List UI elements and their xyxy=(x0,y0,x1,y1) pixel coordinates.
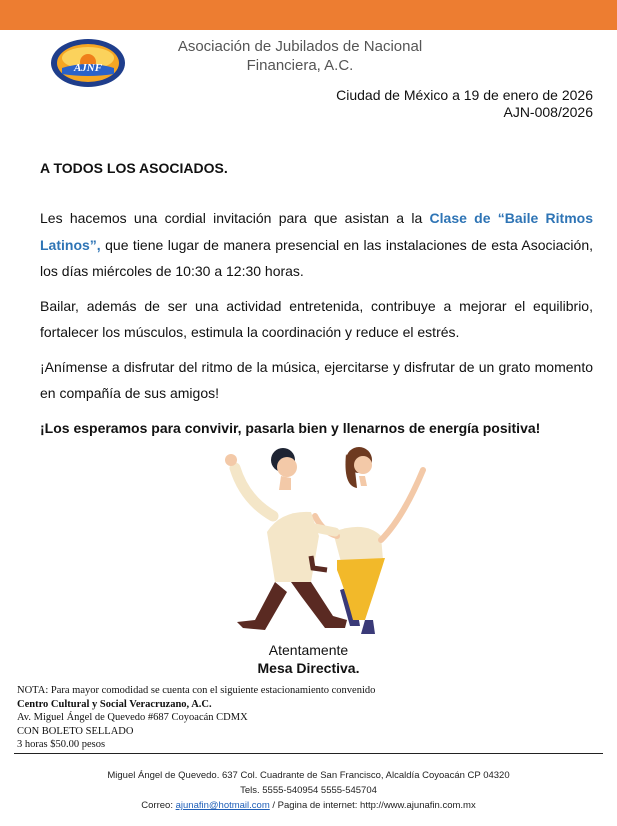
note-line-4: CON BOLETO SELLADO xyxy=(17,725,134,737)
date-line: Ciudad de México a 19 de enero de 2026 xyxy=(336,87,593,103)
note-line-3: Av. Miguel Ángel de Quevedo #687 Coyoacán CDMX xyxy=(17,712,248,723)
ajnf-logo xyxy=(50,38,126,88)
greeting: A TODOS LOS ASOCIADOS. xyxy=(40,160,228,176)
date-block xyxy=(336,87,593,121)
reference-number: AJN-008/2026 xyxy=(503,104,593,120)
paragraph-1 xyxy=(40,205,593,285)
class-name-highlight: Clase de “Baile Ritmos Latinos”, xyxy=(40,210,593,253)
org-line-2: Financiera, A.C. xyxy=(246,57,354,74)
paragraph-4: ¡Los esperamos para convivir, pasarla bien y llenarnos de energía positiva! xyxy=(40,419,541,436)
signature: Mesa Directiva. xyxy=(257,660,360,676)
email-link[interactable]: ajunafin@hotmail.com xyxy=(175,800,270,811)
paragraph-3: ¡Anímense a disfrutar del ritmo de la música, ejercitarse y disfrutar de un grato momento en compañía de sus amigos! xyxy=(40,358,593,401)
paragraph-1-b: que tiene lugar de manera presencial en las instalaciones de esta Asociación, los días miércoles de 10:30 a 12:30 horas. xyxy=(40,236,593,279)
logo-text: AJNF xyxy=(73,62,103,74)
footer-phones: Tels. 5555-540954 5555-545704 xyxy=(240,785,377,796)
parking-note xyxy=(17,684,375,752)
top-color-bar xyxy=(0,0,617,30)
dancing-couple-illustration xyxy=(215,440,435,636)
footer-divider xyxy=(14,753,603,754)
org-line-1: Asociación de Jubilados de Nacional xyxy=(177,38,423,55)
paragraph-2: Bailar, además de ser una actividad entretenida, contribuye a mejorar el equilibrio, fortalecer los músculos, estimula la coordinación y reduce el estrés. xyxy=(40,297,593,340)
note-line-2: Centro Cultural y Social Veracruzano, A.C. xyxy=(17,698,212,710)
note-line-1: NOTA: Para mayor comodidad se cuenta con el siguiente estacionamiento convenido xyxy=(17,685,376,696)
footer xyxy=(0,768,617,813)
email-label: Correo: xyxy=(141,800,176,811)
letter-body xyxy=(40,205,593,449)
note-line-5: 3 horas $50.00 pesos xyxy=(17,739,106,750)
paragraph-1-a: Les hacemos una cordial invitación para que asistan a la xyxy=(40,210,430,226)
footer-address: Miguel Ángel de Quevedo. 637 Col. Cuadrante de San Francisco, Alcaldía Coyoacán CP 04320 xyxy=(107,770,510,781)
website-text: / Pagina de internet: http://www.ajunafin.com.mx xyxy=(269,800,476,811)
organization-name xyxy=(140,37,460,75)
closing: Atentamente xyxy=(268,642,349,658)
footer-contact xyxy=(0,798,617,813)
